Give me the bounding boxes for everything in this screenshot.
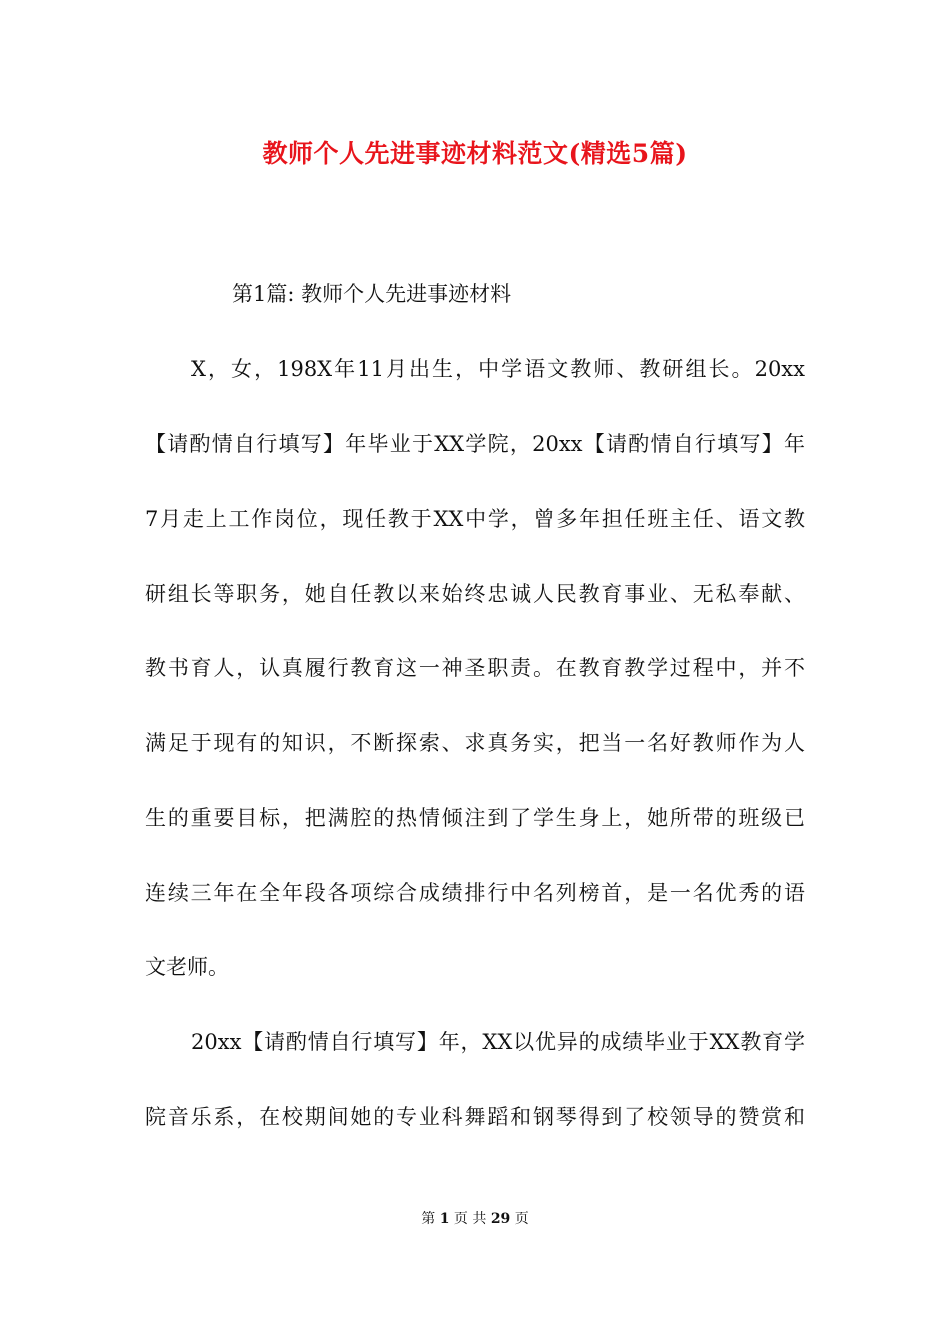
- paragraph-line: 文老师。: [145, 955, 229, 979]
- footer-total-pages: 29: [490, 1211, 511, 1227]
- footer-current-page: 1: [439, 1211, 450, 1227]
- footer-middle: 页 共: [453, 1211, 487, 1227]
- paragraph-line: 【请酌情自行填写】年毕业于XX学院，20xx【请酌情自行填写】年: [145, 432, 805, 456]
- paragraph-line: 连续三年在全年段各项综合成绩排行中名列榜首，是一名优秀的语: [145, 881, 805, 905]
- paragraph-line: 7月走上工作岗位，现任教于XX中学，曾多年担任班主任、语文教: [145, 507, 805, 531]
- paragraph-line: 满足于现有的知识，不断探索、求真务实，把当一名好教师作为人: [145, 731, 805, 755]
- footer-prefix: 第: [421, 1211, 436, 1227]
- paragraph-line: 生的重要目标，把满腔的热情倾注到了学生身上，她所带的班级已: [145, 806, 805, 830]
- paragraph-line: 研组长等职务，她自任教以来始终忠诚人民教育事业、无私奉献、: [145, 582, 805, 606]
- section-heading: 第1篇: 教师个人先进事迹材料: [232, 282, 512, 306]
- paragraph-line: 院音乐系，在校期间她的专业科舞蹈和钢琴得到了校领导的赞赏和: [145, 1105, 805, 1129]
- footer-suffix: 页: [514, 1211, 529, 1227]
- document-title: 教师个人先进事迹材料范文(精选5篇): [262, 139, 688, 168]
- paragraph-line: X，女，198X年11月出生，中学语文教师、教研组长。20xx: [191, 357, 805, 381]
- paragraph-line: 教书育人，认真履行教育这一神圣职责。在教育教学过程中，并不: [145, 656, 805, 680]
- paragraph-line: 20xx【请酌情自行填写】年，XX以优异的成绩毕业于XX教育学: [191, 1030, 805, 1054]
- page-footer: [0, 1209, 950, 1229]
